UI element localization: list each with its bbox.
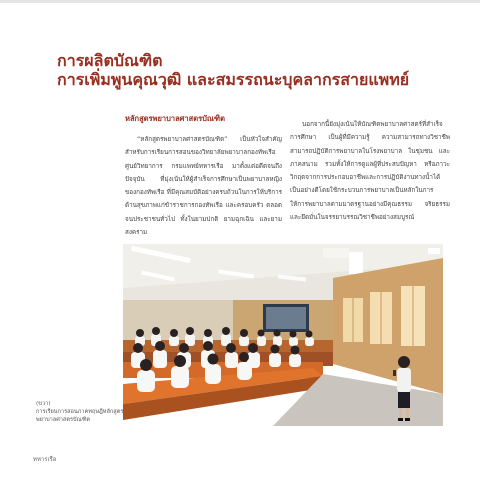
- page-title-line-1: การผลิตบัณฑิต: [57, 51, 163, 70]
- right-column: [290, 118, 450, 224]
- left-paragraph: “หลักสูตรพยาบาลศาสตรบัณฑิต” เป็นหัวใจสำคัญสำหรับการเรียนการสอนของวิทยาลัยพยาบาลกองทัพเรือ ศูนย์วิทยาการ กรมแพทย์ทหารเรือ มาตั้งแต่อดีตจนถึงปัจจุบัน ที่มุ่งเน้นให้ผู้สำเร็จการศึกษาเป็นพยาบาลหญิงของกองทัพเรือ ที่มีคุณสมบัติอย่างครบถ้วนในการให้บริการด้านสุขภาพแก่ข้าราชการกองทัพเรือ และครอบครัว ตลอดจนประชาชนทั่วไป ทั้งในยามปกติ ยามฉุกเฉิน และยามสงคราม: [125, 136, 282, 237]
- left-column: [125, 133, 282, 239]
- caption-label: (ขวา): [36, 401, 51, 407]
- page-footer: ทหารเรือ: [33, 456, 57, 463]
- classroom-photo: [123, 244, 443, 426]
- caption-text: การเรียนการสอนภาคทฤษฎีหลักสูตรพยาบาลศาสตรบัณฑิต: [36, 409, 124, 423]
- page-title-line-2: การเพิ่มพูนคุณวุฒิ และสมรรถนะบุคลากรสายแพทย์: [57, 70, 410, 89]
- top-border: [0, 0, 480, 3]
- section-heading: หลักสูตรพยาบาลศาสตรบัณฑิต: [125, 114, 225, 123]
- photo-caption: [36, 400, 126, 424]
- right-paragraph: นอกจากนี้ยังมุ่งเน้นให้บัณฑิตพยาบาลศาสตร์ที่สำเร็จการศึกษา เป็นผู้ที่มีความรู้ ความสามารถทางวิชาชีพสามารถปฏิบัติการพยาบาลในโรงพยาบาล ในชุมชน และภาคสนาม รวมทั้งให้การดูแลผู้ที่ประสบปัญหา หรือภาวะวิกฤตจากการประกอบอาชีพและการปฏิบัติงานทางน้ำได้เป็นอย่างดีโดยใช้กระบวนการพยาบาลเป็นหลักในการให้การพยาบาลตามมาตรฐานอย่างมีคุณธรรม จริยธรรม และยึดมั่นในจรรยาบรรณวิชาชีพอย่างสมบูรณ์: [290, 121, 450, 222]
